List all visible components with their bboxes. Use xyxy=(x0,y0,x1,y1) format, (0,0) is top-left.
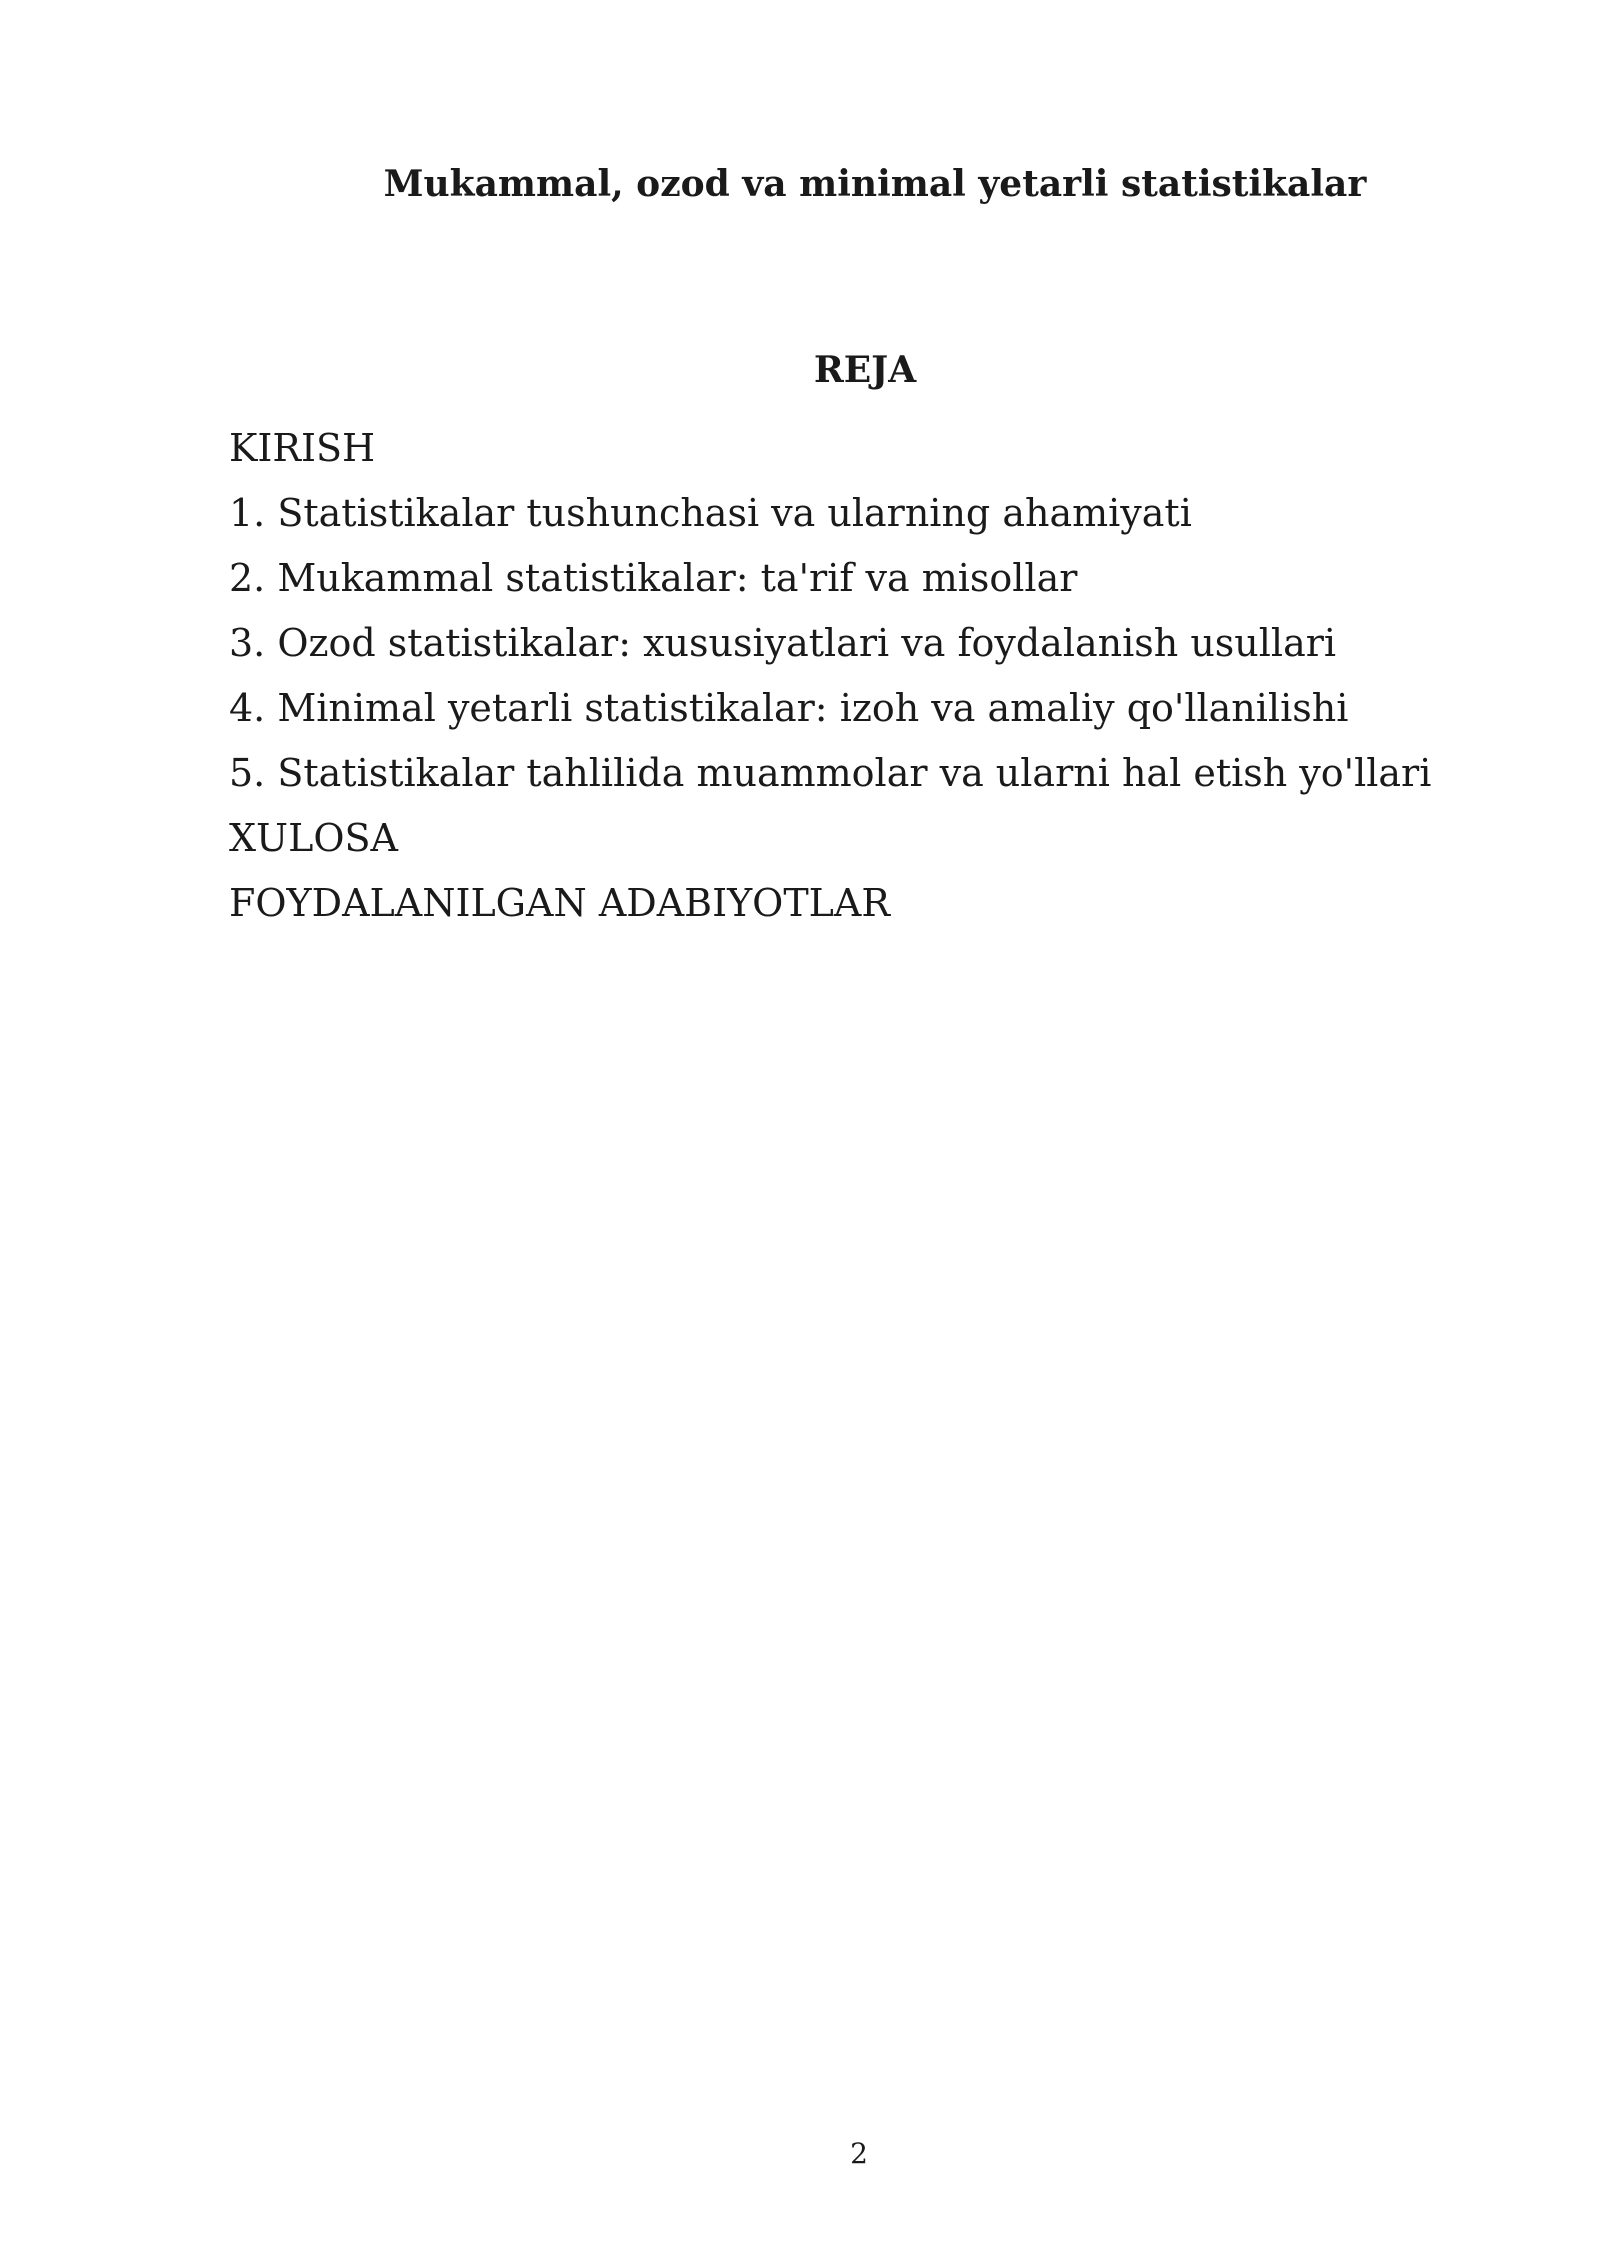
plan-heading: REJA xyxy=(813,349,917,391)
plan-item-1: 1. Statistikalar tushunchasi va ularning ahamiyati xyxy=(229,491,1192,535)
plan-item-references: FOYDALANILGAN ADABIYOTLAR xyxy=(229,881,890,925)
plan-list xyxy=(229,416,1431,936)
plan-item-3: 3. Ozod statistikalar: xususiyatlari va foydalanish usullari xyxy=(229,621,1337,665)
plan-item-conclusion: XULOSA xyxy=(229,816,398,860)
plan-item-4: 4. Minimal yetarli statistikalar: izoh va amaliy qo'llanilishi xyxy=(229,686,1349,730)
document-title: Mukammal, ozod va minimal yetarli statistikalar xyxy=(383,163,1367,205)
plan-item-introduction: KIRISH xyxy=(229,426,376,470)
page-number: 2 xyxy=(850,2137,868,2170)
plan-item-2: 2. Mukammal statistikalar: ta'rif va misollar xyxy=(229,556,1078,600)
plan-item-5: 5. Statistikalar tahlilida muammolar va ularni hal etish yo'llari xyxy=(229,751,1432,795)
